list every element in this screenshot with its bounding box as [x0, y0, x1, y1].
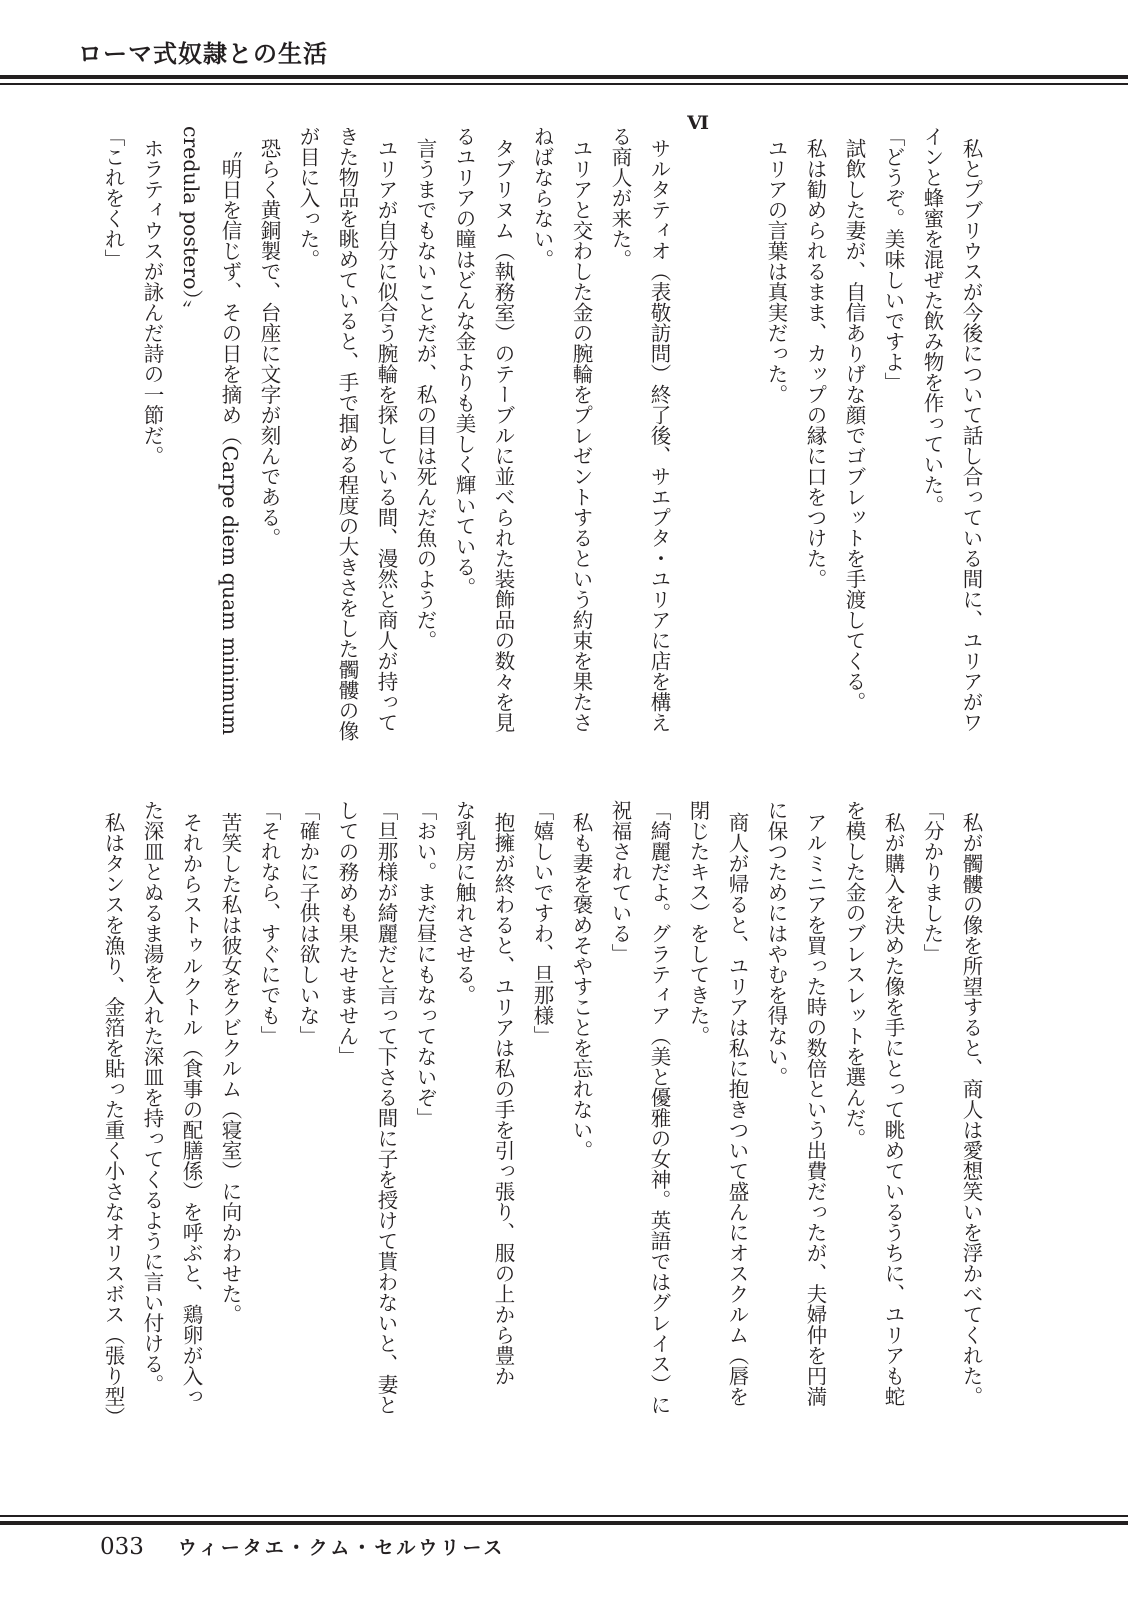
- text-line: 祝福されている」: [608, 800, 632, 964]
- running-title: ローマ式奴隷との生活: [78, 39, 328, 68]
- text-line: しての務めも果たせません」: [335, 800, 359, 1067]
- text-line: るユリアの瞳はどんな金よりも美しく輝いている。: [452, 126, 476, 598]
- text-line: 恐らく黄銅製で、台座に文字が刻んである。: [257, 138, 281, 549]
- text-line: ホラティウスが詠んだ詩の一節だ。: [140, 138, 164, 467]
- page-number: 033: [100, 1534, 144, 1560]
- text-line: タブリヌム（執務室）のテーブルに並べられた装飾品の数々を見: [491, 138, 515, 733]
- header-rule-thick: [0, 75, 1128, 79]
- text-line: 「それなら、すぐにでも」: [257, 800, 281, 1046]
- text-line: ユリアと交わした金の腕輪をプレゼントするという約束を果たさ: [569, 138, 593, 733]
- text-line: 私とプブリウスが今後について話し合っている間に、ユリアがワ: [959, 138, 983, 733]
- text-line: 閉じたキス）をしてきた。: [686, 800, 710, 1046]
- footer: [100, 1533, 505, 1560]
- text-line: 抱擁が終わると、ユリアは私の手を引っ張り、服の上から豊か: [491, 812, 515, 1387]
- text-line: それからストゥルクトル（食事の配膳係）を呼ぶと、鶏卵が入っ: [179, 812, 203, 1407]
- text-block-upper: [93, 112, 990, 751]
- text-line: ねばならない。: [530, 126, 554, 270]
- text-line: 私は勧められるまま、カップの縁に口をつけた。: [803, 138, 827, 590]
- text-line: 私はタンスを漁り、金箔を貼った重く小さなオリスボス（張り型）: [101, 812, 125, 1428]
- text-block-lower: [93, 800, 990, 1428]
- text-line: 商人が帰ると、ユリアは私に抱きついて盛んにオスクルム（唇を: [725, 812, 749, 1407]
- text-line: 「綺麗だよ。グラティア（美と優雅の女神。英語ではグレイス）に: [647, 800, 671, 1415]
- text-line: る商人が来た。: [608, 126, 632, 270]
- text-line: が目に入った。: [296, 126, 320, 270]
- text-line: サルタティオ（表敬訪問）終了後、サエプタ・ユリアに店を構え: [647, 138, 671, 733]
- text-line: 言うまでもないことだが、私の目は死んだ魚のようだ。: [413, 138, 437, 651]
- header-rule-thin: [0, 83, 1128, 85]
- book-title: ウィータエ・クム・セルウリース: [177, 1537, 506, 1559]
- footer-rule-thick: [0, 1521, 1128, 1525]
- text-line: 「どうぞ。美味しいですよ」: [881, 126, 905, 393]
- footer-rule-thin: [0, 1515, 1128, 1517]
- text-line: を模した金のブレスレットを選んだ。: [842, 800, 866, 1149]
- text-line: 「旦那様が綺麗だと言って下さる間に子を授けて貰わないと、妻と: [374, 800, 398, 1415]
- text-line: ユリアが自分に似合う腕輪を探している間、漫然と商人が持って: [374, 138, 398, 733]
- text-line: きた物品を眺めていると、手で掴める程度の大きさをした髑髏の像: [335, 126, 359, 741]
- text-line: 「確かに子供は欲しいな」: [296, 800, 320, 1046]
- text-line: 「分かりました」: [920, 800, 944, 964]
- text-line: ユリアの言葉は真実だった。: [764, 138, 788, 405]
- text-line: 〝明日を信じず、その日を摘め（Carpe diem quam minimum: [218, 138, 242, 736]
- text-line: 私も妻を褒めそやすことを忘れない。: [569, 812, 593, 1161]
- text-line: 「おい。まだ昼にもなってないぞ」: [413, 800, 437, 1128]
- text-line: credula postero）〟: [179, 126, 203, 321]
- text-line: な乳房に触れさせる。: [452, 800, 476, 1005]
- text-line: インと蜂蜜を混ぜた飲み物を作っていた。: [920, 126, 944, 516]
- section-heading: Ⅵ: [687, 112, 709, 134]
- text-line: た深皿とぬるま湯を入れた深皿を持ってくるように言い付ける。: [140, 800, 164, 1395]
- text-line: アルミニアを買った時の数倍という出費だったが、夫婦仲を円満: [803, 812, 827, 1407]
- text-line: 「嬉しいですわ、旦那様」: [530, 800, 554, 1046]
- text-line: 私が髑髏の像を所望すると、商人は愛想笑いを浮かべてくれた。: [959, 812, 983, 1407]
- text-line: 「これをくれ」: [101, 126, 125, 270]
- text-line: 苦笑した私は彼女をクビクルム（寝室）に向かわせた。: [218, 812, 242, 1325]
- text-line: [717, 126, 756, 751]
- text-line: 試飲した妻が、自信ありげな顔でゴブレットを手渡してくる。: [842, 138, 866, 713]
- text-line: 私が購入を決めた像を手にとって眺めているうちに、ユリアも蛇: [881, 812, 905, 1407]
- text-line: に保つためにはやむを得ない。: [764, 800, 788, 1087]
